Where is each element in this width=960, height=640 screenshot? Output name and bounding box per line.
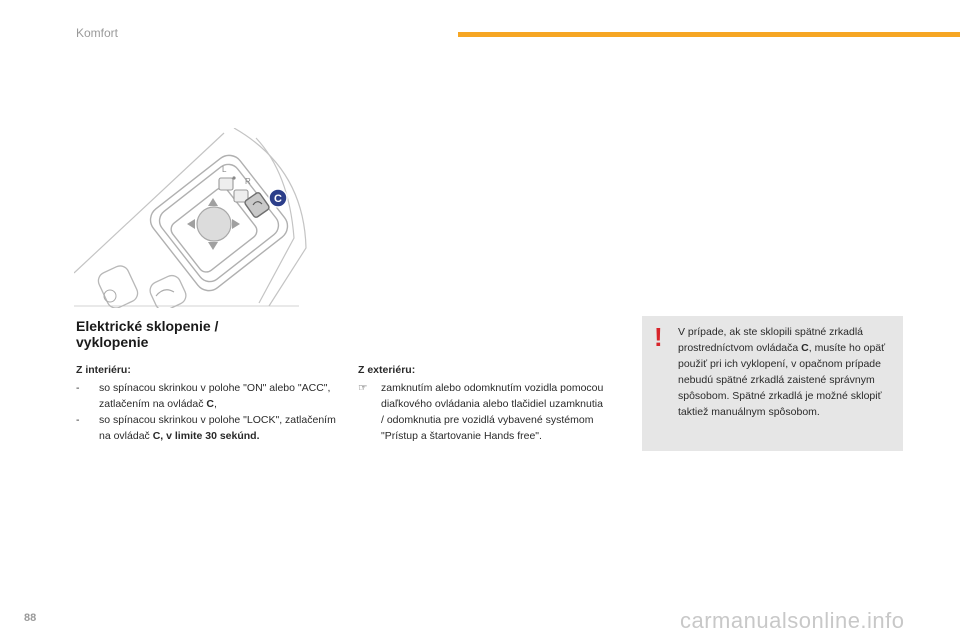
dash-bullet: - bbox=[76, 414, 80, 426]
section-label: Komfort bbox=[76, 26, 119, 40]
warning-text-2: , musíte ho opäť použiť pri ich vyklopení, v opačnom prípade nebudú spätné zrkadlá zaistené správnym spôsobom. Spätné zrkadlá je možné sklopiť taktiež manuálnym spôsobom. bbox=[678, 342, 886, 418]
exterior-item-text: zamknutím alebo odomknutím vozidla pomocou diaľkového ovládania alebo tlačidiel uzamknutia / odomknutia pre vozidlá vybavené systémom "Prístup a štartovanie Hands free". bbox=[381, 382, 604, 442]
header-accent-bar bbox=[458, 32, 960, 37]
switch-label-l: L bbox=[222, 165, 227, 174]
interior-item-2-text: so spínacou skrinkou v polohe "LOCK", zatlačením na ovládač bbox=[99, 414, 336, 442]
warning-exclamation-icon: ! bbox=[654, 322, 663, 352]
section-heading bbox=[76, 318, 218, 350]
heading-line1: Elektrické sklopenie / bbox=[76, 318, 219, 334]
warning-control: C bbox=[801, 342, 809, 354]
interior-item-1-end: , bbox=[214, 398, 217, 410]
interior-item-1-text: so spínacou skrinkou v polohe "ON" alebo "ACC", zatlačením na ovládač bbox=[99, 382, 331, 410]
interior-item-1 bbox=[76, 380, 346, 412]
pointing-hand-icon: ☞ bbox=[358, 382, 368, 394]
window-switch-buttons bbox=[95, 263, 188, 308]
interior-item-2 bbox=[76, 412, 346, 444]
exterior-instructions bbox=[358, 362, 608, 444]
warning-text-1: V prípade, ak ste sklopili spätné zrkadlá prostredníctvom ovládača bbox=[678, 326, 864, 354]
dash-bullet: - bbox=[76, 382, 80, 394]
joystick-knob bbox=[197, 207, 231, 241]
interior-item-1-control: C bbox=[206, 398, 214, 410]
interior-instructions bbox=[76, 362, 346, 444]
callout-label: C bbox=[274, 193, 282, 205]
watermark: carmanualsonline.info bbox=[680, 608, 905, 633]
heading-line2: vyklopenie bbox=[76, 334, 149, 350]
window-switch-icon bbox=[104, 290, 116, 302]
interior-item-2-limit: C, v limite 30 sekúnd. bbox=[152, 430, 260, 442]
mirror-control-illustration bbox=[74, 128, 309, 313]
interior-title: Z interiéru: bbox=[76, 364, 131, 376]
page-number: 88 bbox=[24, 612, 37, 624]
lr-selector-switches bbox=[219, 178, 248, 202]
exterior-item bbox=[358, 380, 608, 444]
switch-label-r: R bbox=[245, 177, 251, 186]
exterior-title: Z exteriéru: bbox=[358, 364, 416, 376]
warning-box bbox=[642, 316, 903, 451]
